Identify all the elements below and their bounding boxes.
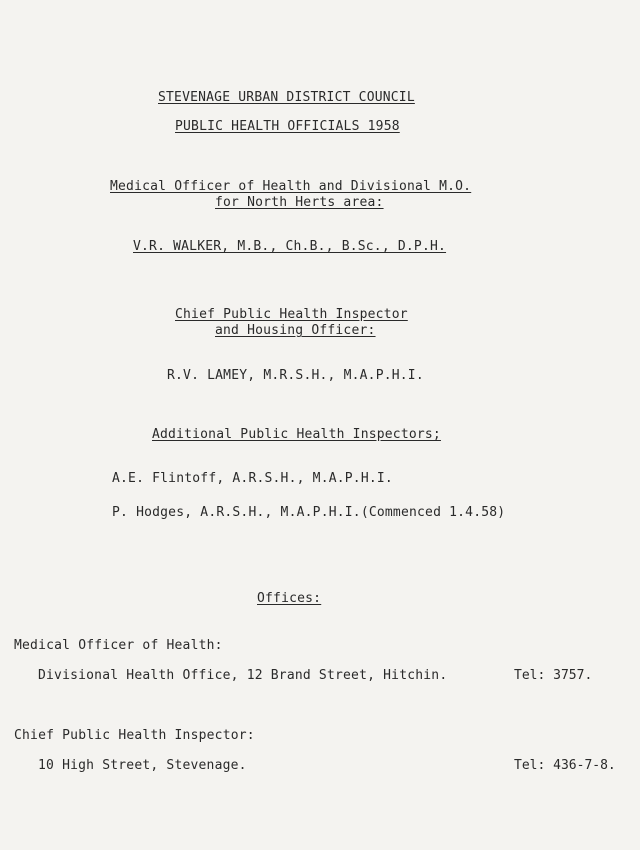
moh-office-address: Divisional Health Office, 12 Brand Street, Hitchin. bbox=[38, 668, 448, 683]
cphi-office-address: 10 High Street, Stevenage. bbox=[38, 758, 247, 773]
officials-heading: PUBLIC HEALTH OFFICIALS 1958 bbox=[175, 119, 400, 134]
cphi-name: R.V. LAMEY, M.R.S.H., M.A.P.H.I. bbox=[167, 368, 424, 383]
additional-title: Additional Public Health Inspectors; bbox=[152, 427, 441, 442]
additional-inspector-2: P. Hodges, A.R.S.H., M.A.P.H.I.(Commenced 1.4.58) bbox=[112, 505, 506, 520]
moh-office-label: Medical Officer of Health: bbox=[14, 638, 223, 653]
cphi-office-tel: Tel: 436-7-8. bbox=[514, 758, 616, 773]
additional-inspector-1: A.E. Flintoff, A.R.S.H., M.A.P.H.I. bbox=[112, 471, 393, 486]
moh-office-tel: Tel: 3757. bbox=[514, 668, 593, 683]
cphi-office-label: Chief Public Health Inspector: bbox=[14, 728, 255, 743]
offices-title: Offices: bbox=[257, 591, 322, 606]
cphi-title-line1: Chief Public Health Inspector bbox=[175, 307, 408, 322]
council-heading: STEVENAGE URBAN DISTRICT COUNCIL bbox=[158, 90, 415, 105]
cphi-title-line2: and Housing Officer: bbox=[215, 323, 376, 338]
moh-title-line1: Medical Officer of Health and Divisional M.O. bbox=[110, 179, 472, 194]
moh-name: V.R. WALKER, M.B., Ch.B., B.Sc., D.P.H. bbox=[133, 239, 447, 254]
moh-title-line2: for North Herts area: bbox=[215, 195, 384, 210]
